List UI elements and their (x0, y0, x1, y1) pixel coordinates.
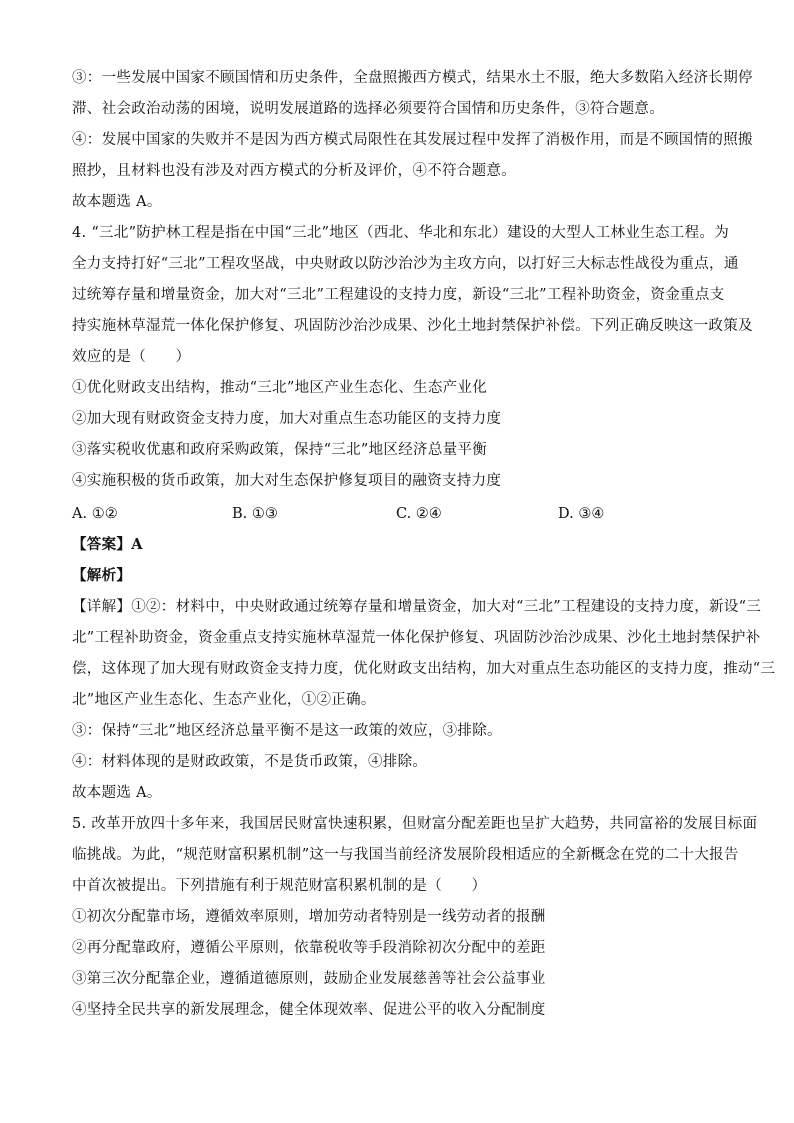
q5-stem-line2: 临挑战。为此，“规范财富积累机制”这一与我国当前经济发展阶段相适应的全新概念在党的二十大报告 (72, 847, 739, 863)
q5-item-1: ①初次分配靠市场，遵循效率原则，增加劳动者特别是一线劳动者的报酬 (72, 909, 546, 925)
q4-stem-line5: 效应的是（ ） (72, 349, 191, 365)
q4-stem-line4: 持实施林草湿荒一体化保护修复、巩固防沙治沙成果、沙化土地封禁保护补偿。下列正确反映这一政策及 (72, 318, 753, 334)
q4-detail-4: ④：材料体现的是财政政策，不是货币政策，④排除。 (72, 754, 428, 770)
q4-conclusion: 故本题选 A。 (72, 785, 162, 801)
q5-item-2: ②再分配靠政府，遵循公平原则，依靠税收等手段消除初次分配中的差距 (72, 940, 546, 956)
q4-stem-line1: 4. “三北”防护林工程是指在中国“三北”地区（西北、华北和东北）建设的大型人工林业生态工程。为 (72, 225, 729, 241)
q4-option-b: B. ①③ (232, 506, 278, 522)
q4-item-1: ①优化财政支出结构，推动“三北”地区产业生态化、生态产业化 (72, 380, 488, 396)
q4-stem-line2: 全力支持打好“三北”工程攻坚战，中央财政以防沙治沙为主攻方向，以打好三大标志性战役为重点，通 (72, 256, 739, 272)
q4-item-2: ②加大现有财政资金支持力度，加大对重点生态功能区的支持力度 (72, 411, 502, 427)
q3-para4-line1: ④：发展中国家的失败并不是因为西方模式局限性在其发展过程中发挥了消极作用，而是不顾国情的照搬 (72, 132, 753, 148)
q4-item-3: ③落实税收优惠和政府采购政策，保持“三北”地区经济总量平衡 (72, 442, 488, 458)
q5-item-4: ④坚持全民共享的新发展理念，健全体现效率、促进公平的收入分配制度 (72, 1002, 546, 1018)
q4-option-d: D. ③④ (558, 506, 605, 522)
q4-option-c: C. ②④ (396, 506, 442, 522)
q4-answer: 【答案】A (72, 536, 143, 553)
q3-para3-line2: 滞、社会政治动荡的困境，说明发展道路的选择必须要符合国情和历史条件，③符合题意。 (72, 101, 664, 117)
q3-para4-line2: 照抄，且材料也没有涉及对西方模式的分析及评价，④不符合题意。 (72, 163, 516, 179)
q4-stem-line3: 过统筹存量和增量资金，加大对“三北”工程建设的支持力度，新设“三北”工程补助资金，资金重点支 (72, 287, 725, 303)
q4-option-a: A. ①② (72, 506, 118, 522)
q5-stem-line3: 中首次被提出。下列措施有利于规范财富积累机制的是（ ） (72, 878, 487, 894)
q3-para3-line1: ③：一些发展中国家不顾国情和历史条件，全盘照搬西方模式，结果水土不服，绝大多数陷入经济长期停 (72, 70, 753, 86)
q5-item-3: ③第三次分配靠企业，遵循道德原则，鼓励企业发展慈善等社会公益事业 (72, 971, 546, 987)
q4-detail-3: ③：保持“三北”地区经济总量平衡不是这一政策的效应，③排除。 (72, 723, 502, 739)
q4-item-4: ④实施积极的货币政策，加大对生态保护修复项目的融资支持力度 (72, 473, 502, 489)
q4-analysis-heading: 【解析】 (72, 567, 132, 584)
q5-stem-line1: 5. 改革开放四十多年来，我国居民财富快速积累，但财富分配差距也呈扩大趋势，共同富裕的发展目标面 (72, 816, 758, 832)
q4-detail-line3: 偿，这体现了加大现有财政资金支持力度，优化财政支出结构，加大对重点生态功能区的支持力度，推动“三 (72, 661, 776, 677)
q3-conclusion: 故本题选 A。 (72, 194, 162, 210)
q4-detail-line1: 【详解】①②：材料中，中央财政通过统筹存量和增量资金，加大对“三北”工程建设的支持力度，新设“三 (72, 599, 762, 615)
q4-detail-line4: 北”地区产业生态化、生态产业化，①②正确。 (72, 692, 376, 708)
q4-detail-line2: 北”工程补助资金，资金重点支持实施林草湿荒一体化保护修复、巩固防沙治沙成果、沙化土地封禁保护补 (72, 630, 761, 646)
